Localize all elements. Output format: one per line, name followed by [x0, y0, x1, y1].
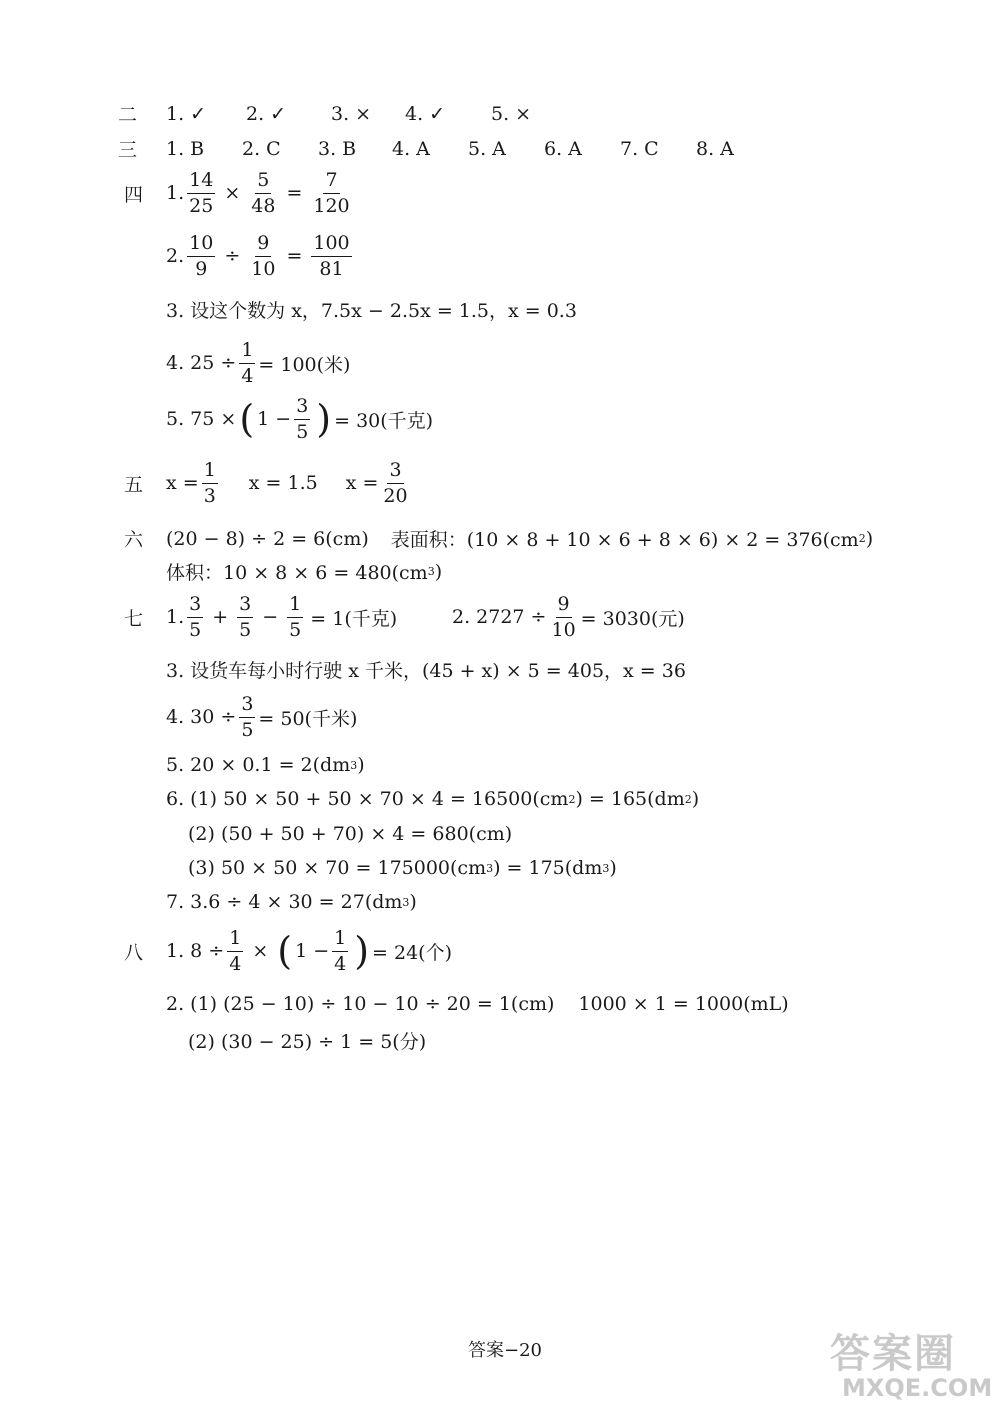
fraction	[332, 928, 348, 975]
s8-q2-1	[166, 993, 789, 1015]
result: = 50(千米)	[258, 707, 358, 730]
s7-q4	[166, 694, 357, 741]
paren: )	[409, 891, 417, 913]
expression: (3) 50 × 50 × 70 = 175000(cm	[188, 857, 487, 879]
superscript: 3	[402, 895, 410, 909]
expression: 4. 25 ÷	[166, 352, 237, 375]
section-5	[124, 460, 413, 507]
s3-item: 3. B	[318, 137, 357, 160]
denominator: 5	[189, 618, 202, 641]
fraction	[239, 694, 255, 741]
operator: ×	[252, 940, 269, 963]
s3-item: 5. A	[468, 137, 506, 160]
fraction	[239, 340, 255, 387]
superscript: 2	[568, 792, 576, 806]
watermark-url: MXQE.COM	[842, 1374, 993, 1402]
paren: )	[434, 560, 443, 583]
denominator: 3	[203, 484, 216, 507]
expression: 6. (1) 50 × 50 + 50 × 70 × 4 = 16500(cm	[166, 788, 569, 810]
s4-q5	[166, 396, 433, 443]
left-paren: (	[239, 397, 255, 442]
section-3-label: 三	[118, 139, 138, 161]
fraction	[311, 233, 351, 280]
numerator: 14	[187, 170, 215, 194]
s3-item: 7. C	[620, 137, 659, 160]
equals: =	[286, 245, 303, 268]
expression: ) = 165(dm	[575, 788, 685, 810]
expression: 表面积：(10 × 8 + 10 × 6 + 8 × 6) × 2 = 376(cm	[390, 529, 859, 551]
numerator: 7	[323, 170, 339, 194]
s7-q7	[166, 891, 417, 913]
numerator: 1	[287, 594, 303, 618]
s3-item: 8. A	[696, 137, 734, 160]
section-6-label: 六	[124, 529, 144, 551]
numerator: 1	[239, 340, 255, 364]
s4-q2	[166, 233, 355, 280]
expression: (20 − 8) ÷ 2 = 6(cm)	[166, 527, 369, 550]
page-footer: 答案−20	[468, 1340, 542, 1361]
answer: x =	[345, 472, 379, 495]
paren: )	[691, 788, 700, 810]
section-3	[118, 135, 734, 162]
fraction	[187, 233, 215, 280]
result: = 30(千克)	[334, 409, 434, 432]
denominator: 4	[241, 364, 254, 387]
numerator: 9	[556, 594, 572, 618]
operator: −	[262, 606, 279, 629]
s3-item: 4. A	[392, 137, 430, 160]
expression: 4. 30 ÷	[166, 706, 237, 729]
s7-q3: 3. 设货车每小时行驶 x 千米，(45 + x) × 5 = 405，x = 36	[166, 660, 686, 682]
q-number: 1.	[166, 182, 185, 205]
fraction	[549, 594, 577, 641]
s7-q2	[452, 594, 685, 641]
superscript: 3	[486, 861, 494, 875]
numerator: 3	[387, 460, 403, 484]
right-paren: )	[316, 397, 332, 442]
denominator: 81	[319, 257, 344, 280]
s4-q1	[124, 170, 355, 217]
expression: 2. (1) (25 − 10) ÷ 10 − 10 ÷ 20 = 1(cm)	[166, 993, 555, 1015]
numerator: 3	[239, 694, 255, 718]
expression: 体积：10 × 8 × 6 = 480(cm	[166, 562, 428, 584]
left-paren: (	[277, 929, 293, 974]
result: = 24(个)	[372, 941, 453, 964]
denominator: 10	[551, 618, 576, 641]
expression: 5. 20 × 0.1 = 2(dm	[166, 754, 351, 776]
fraction	[249, 170, 277, 217]
equals: =	[286, 182, 303, 205]
expression: 1. 8 ÷	[166, 940, 225, 963]
numerator: 1	[227, 928, 243, 952]
expression: 7. 3.6 ÷ 4 × 30 = 27(dm	[166, 891, 403, 913]
section-2-label: 二	[118, 104, 138, 126]
denominator: 120	[313, 194, 350, 217]
expression: 2. 2727 ÷	[452, 606, 547, 629]
s8-q1	[124, 928, 452, 975]
numerator: 1	[332, 928, 348, 952]
answer: x = 1.5	[248, 472, 318, 495]
denominator: 5	[289, 618, 302, 641]
fraction	[227, 928, 243, 975]
section-8-label: 八	[124, 941, 144, 964]
q-number: 2.	[166, 245, 185, 268]
s4-q3: 3. 设这个数为 x，7.5x − 2.5x = 1.5，x = 0.3	[166, 300, 577, 322]
fraction	[311, 170, 351, 217]
s7-q6-1	[166, 788, 699, 810]
numerator: 5	[255, 170, 271, 194]
watermark-logo: 答案圈	[830, 1331, 956, 1377]
fraction	[381, 460, 409, 507]
section-6-line1	[124, 525, 873, 552]
denominator: 48	[251, 194, 276, 217]
s2-item: 5. ×	[491, 102, 532, 125]
superscript: 2	[858, 532, 866, 545]
section-7-label: 七	[124, 607, 144, 630]
numerator: 3	[294, 396, 310, 420]
expression: 5. 75 ×	[166, 408, 237, 431]
section-6-line2	[166, 558, 442, 585]
fraction	[187, 170, 215, 217]
numerator: 9	[255, 233, 271, 257]
fraction	[287, 594, 303, 641]
denominator: 4	[334, 952, 347, 975]
s2-item: 3. ×	[331, 102, 372, 125]
expression: ) = 175(dm	[493, 857, 603, 879]
s7-q5	[166, 754, 365, 776]
section-5-label: 五	[124, 473, 144, 496]
denominator: 5	[241, 718, 254, 741]
denominator: 25	[189, 194, 214, 217]
superscript: 3	[427, 565, 435, 578]
fraction	[249, 233, 277, 280]
numerator: 10	[187, 233, 215, 257]
denominator: 9	[195, 257, 208, 280]
superscript: 2	[684, 792, 692, 806]
superscript: 3	[350, 758, 358, 772]
result: = 1(千克)	[310, 607, 398, 630]
q-number: 1.	[166, 606, 185, 629]
section-4-label: 四	[124, 183, 144, 206]
s2-item: 1. ✓	[166, 102, 207, 125]
expression: 1000 × 1 = 1000(mL)	[578, 993, 789, 1015]
fraction	[294, 396, 310, 443]
result: = 100(米)	[258, 353, 351, 376]
superscript: 3	[602, 861, 610, 875]
denominator: 20	[383, 484, 408, 507]
expression: 1 −	[295, 940, 330, 963]
paren: )	[357, 754, 365, 776]
paren: )	[865, 527, 874, 550]
s2-item: 2. ✓	[246, 102, 287, 125]
numerator: 3	[237, 594, 253, 618]
s7-q1	[124, 594, 397, 641]
expression: 1 −	[257, 408, 292, 431]
s3-item: 1. B	[166, 137, 205, 160]
right-paren: )	[354, 929, 370, 974]
numerator: 3	[187, 594, 203, 618]
operator: +	[212, 606, 229, 629]
numerator: 1	[202, 460, 218, 484]
s3-item: 2. C	[242, 137, 281, 160]
operator: ÷	[224, 245, 241, 268]
s7-q6-3	[188, 857, 617, 879]
fraction	[187, 594, 203, 641]
section-2	[118, 100, 531, 127]
denominator: 4	[229, 952, 242, 975]
s7-q6-2: (2) (50 + 50 + 70) × 4 = 680(cm)	[188, 823, 513, 845]
answer: x =	[166, 472, 199, 495]
operator: ×	[224, 182, 241, 205]
s4-q4	[166, 340, 350, 387]
denominator: 10	[251, 257, 276, 280]
s3-item: 6. A	[544, 137, 582, 160]
result: = 3030(元)	[580, 607, 685, 630]
paren: )	[609, 857, 617, 879]
fraction	[202, 460, 218, 507]
s2-item: 4. ✓	[405, 102, 446, 125]
s8-q2-2: (2) (30 − 25) ÷ 1 = 5(分)	[188, 1031, 427, 1053]
numerator: 100	[311, 233, 351, 257]
denominator: 5	[239, 618, 252, 641]
fraction	[237, 594, 253, 641]
denominator: 5	[296, 420, 309, 443]
